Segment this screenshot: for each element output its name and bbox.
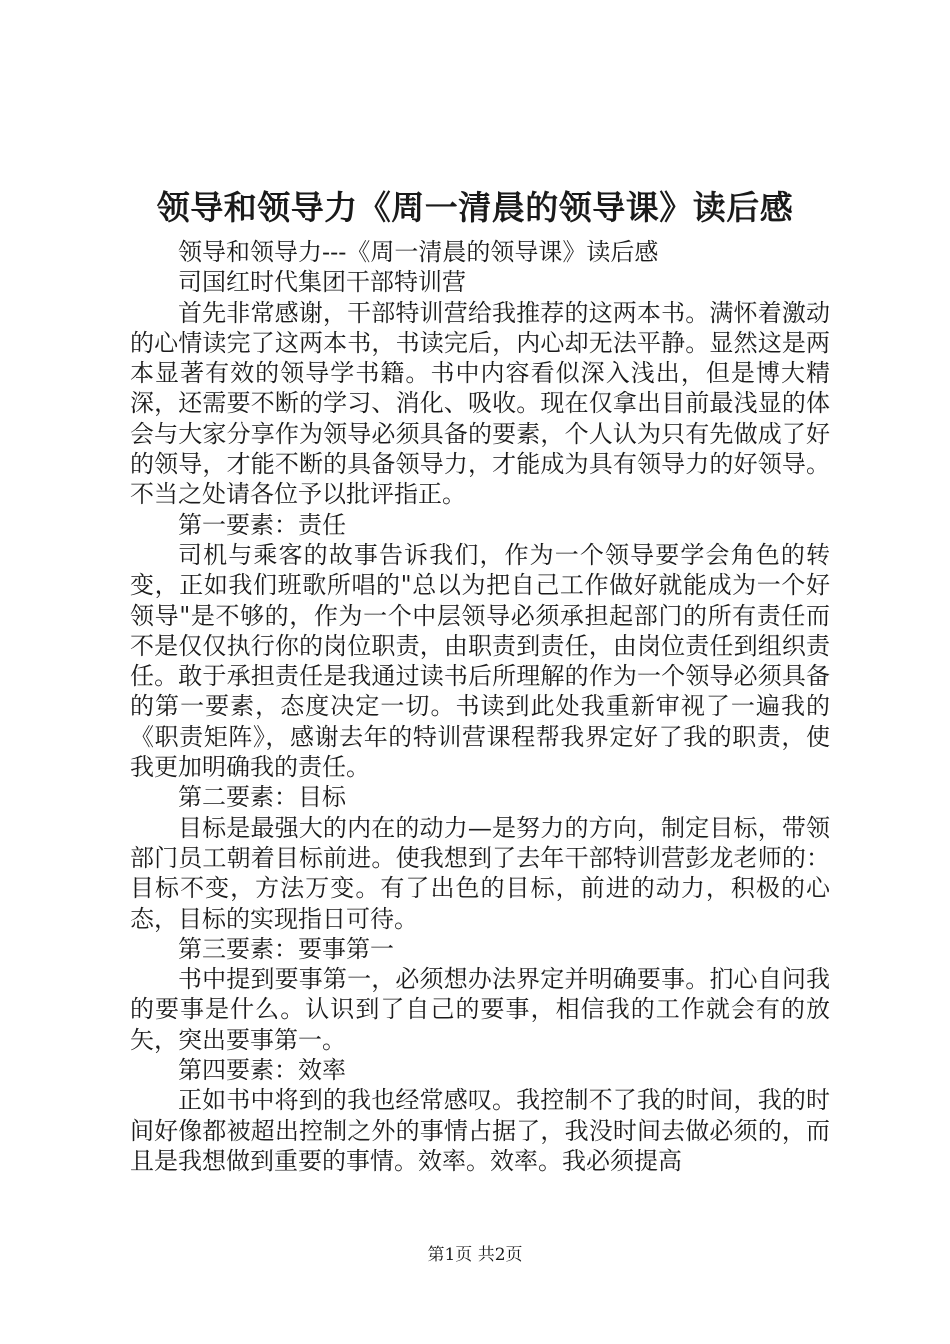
paragraph-goal: 目标是最强大的内在的动力—是努力的方向，制定目标，带领部门员工朝着目标前进。使我想到了去年干部特训营彭龙老师的：目标不变，方法万变。有了出色的目标，前进的动力，积极的心态，目标的实现指日可待。 [130,813,830,933]
section-heading-efficiency: 第四要素：效率 [178,1056,346,1085]
section-heading-goal: 第二要素：目标 [178,783,346,812]
section-heading-priority: 第三要素：要事第一 [178,934,394,963]
paragraph-responsibility: 司机与乘客的故事告诉我们，作为一个领导要学会角色的转变，正如我们班歌所唱的"总以为把自己工作做好就能成为一个好领导"是不够的，作为一个中层领导必须承担起部门的所有责任而不是仅仅执行你的岗位职责，由职责到责任，由岗位责任到组织责任。敢于承担责任是我通过读书后所理解的作为一个领导必须具备的第一要素，态度决定一切。书读到此处我重新审视了一遍我的《职责矩阵》，感谢去年的特训营课程帮我界定好了我的职责，使我更加明确我的责任。 [130,540,830,782]
document-body [130,237,830,1176]
section-heading-responsibility: 第一要素：责任 [178,510,346,539]
subtitle-line: 领导和领导力---《周一清晨的领导课》读后感 [178,238,659,266]
paragraph-efficiency: 正如书中将到的我也经常感叹。我控制不了我的时间，我的时间好像都被超出控制之外的事情占据了，我没时间去做必须的，而且是我想做到重要的事情。效率。效率。我必须提高 [130,1086,830,1175]
author-line: 司国红时代集团干部特训营 [178,268,466,297]
paragraph-priority: 书中提到要事第一，必须想办法界定并明确要事。扪心自问我的要事是什么。认识到了自己的要事，相信我的工作就会有的放矢，突出要事第一。 [130,965,830,1054]
page-footer: 第1页 共2页 [427,1245,523,1265]
document-title: 领导和领导力《周一清晨的领导课》读后感 [156,188,794,227]
intro-paragraph: 首先非常感谢，干部特训营给我推荐的这两本书。满怀着激动的心情读完了这两本书，书读完后，内心却无法平静。显然这是两本显著有效的领导学书籍。书中内容看似深入浅出，但是博大精深，还需要不断的学习、消化、吸收。现在仅拿出目前最浅显的体会与大家分享作为领导必须具备的要素，个人认为只有先做成了好的领导，才能不断的具备领导力，才能成为具有领导力的好领导。不当之处请各位予以批评指正。 [130,298,830,509]
